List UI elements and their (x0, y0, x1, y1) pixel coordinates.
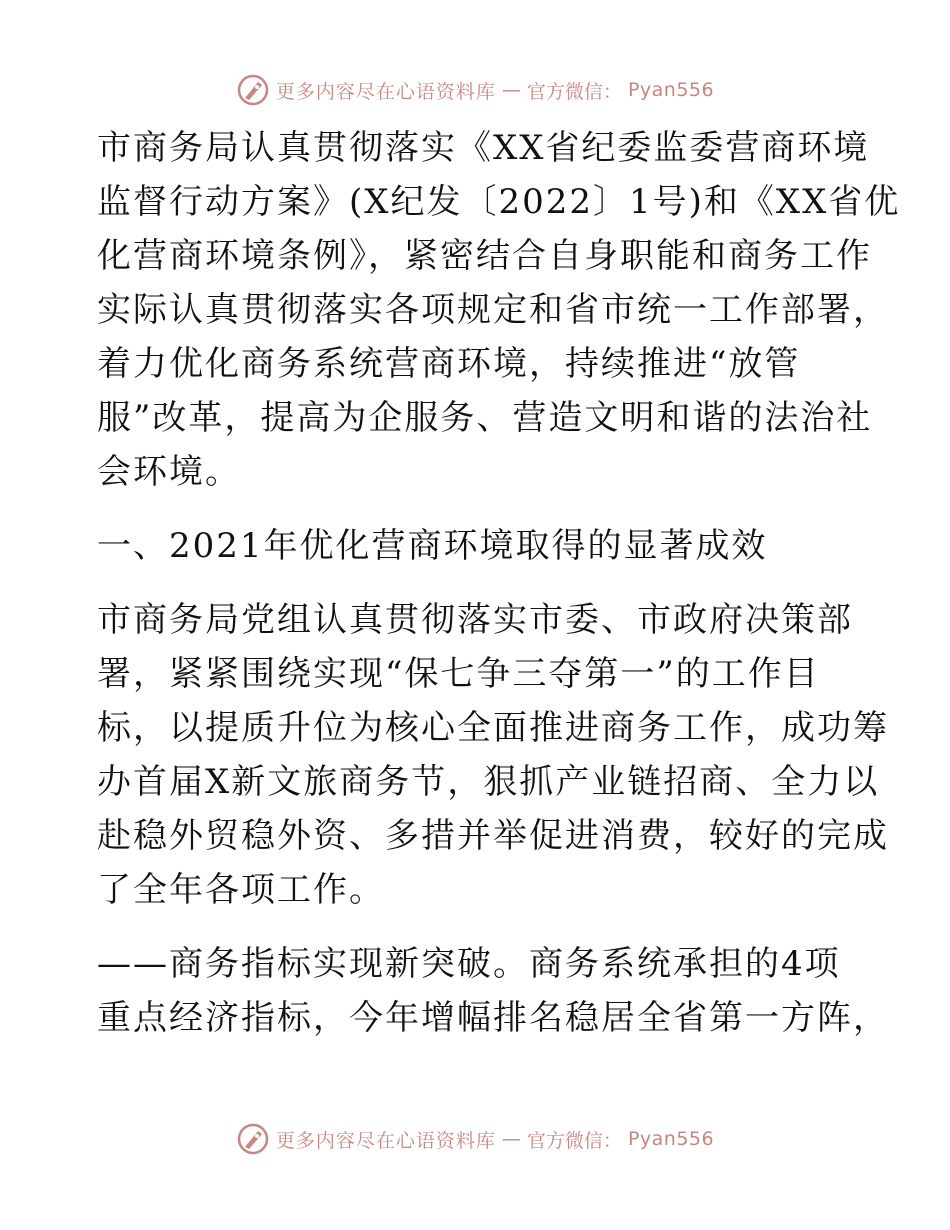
text-line: 着力优化商务系统营商环境，持续推进“放管 (97, 344, 801, 384)
paragraph-intro (97, 121, 901, 499)
text-line: 实际认真贯彻落实各项规定和省市统一工作部署， (97, 290, 889, 330)
document-body (97, 121, 901, 1045)
heading-line: 一、2021年优化营商环境取得的显著成效 (97, 526, 768, 566)
pen-nib-seal-icon (236, 1122, 270, 1156)
watermark-dash: — (501, 79, 521, 101)
paragraph-achievements (97, 593, 889, 917)
watermark-footer (0, 1121, 950, 1157)
watermark-id: Pyan556 (627, 79, 715, 101)
text-line: 市商务局认真贯彻落实《XX省纪委监委营商环境 (97, 128, 870, 168)
text-line: ——商务指标实现新突破。商务系统承担的4项 (97, 944, 841, 984)
text-line: 赴稳外贸稳外资、多措并举促进消费，较好的完成 (97, 816, 889, 856)
text-line: 重点经济指标，今年增幅排名稳居全省第一方阵， (97, 998, 889, 1038)
text-line: 化营商环境条例》，紧密结合自身职能和商务工作 (97, 236, 872, 276)
text-line: 署，紧紧围绕实现“保七争三夺第一”的工作目 (97, 654, 820, 694)
watermark-dash: — (501, 1128, 521, 1150)
text-line: 标，以提质升位为核心全面推进商务工作，成功筹 (97, 708, 889, 748)
watermark-header (0, 72, 950, 108)
pen-nib-seal-icon (236, 73, 270, 107)
watermark-label: 官方微信： (526, 80, 622, 103)
watermark-id: Pyan556 (627, 1128, 715, 1150)
text-line: 办首届X新文旅商务节，狠抓产业链招商、全力以 (97, 762, 880, 802)
section-heading (97, 519, 857, 573)
text-line: 会环境。 (97, 452, 241, 492)
watermark-text: 更多内容尽在心语资料库 (275, 1129, 496, 1152)
text-line: 监督行动方案》(X纪发〔2022〕1号)和《XX省优 (97, 182, 901, 222)
watermark-text: 更多内容尽在心语资料库 (275, 80, 496, 103)
text-line: 市商务局党组认真贯彻落实市委、市政府决策部 (97, 600, 853, 640)
text-line: 服”改革，提高为企服务、营造文明和谐的法治社 (97, 398, 873, 438)
text-line: 了全年各项工作。 (97, 870, 385, 910)
watermark-label: 官方微信： (526, 1129, 622, 1152)
paragraph-indicators (97, 937, 889, 1045)
